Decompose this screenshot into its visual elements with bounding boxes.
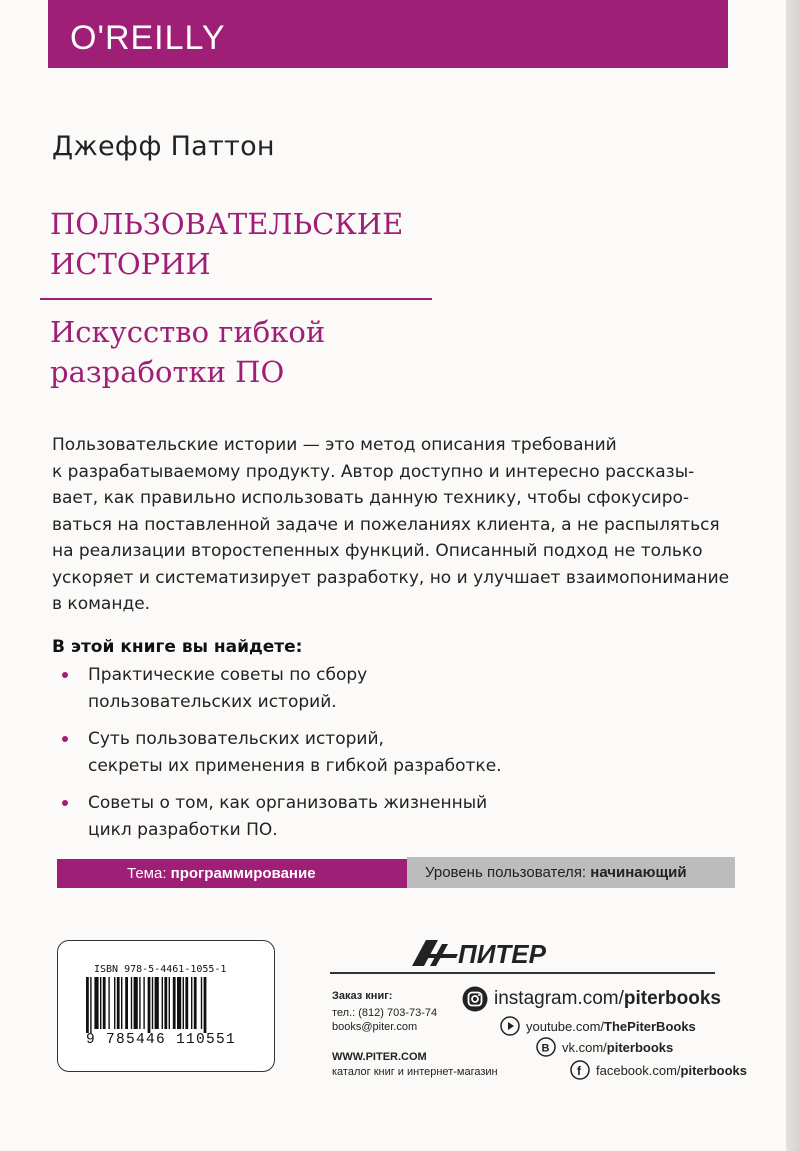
piter-divider — [330, 972, 715, 974]
youtube-handle: ThePiterBooks — [604, 1018, 696, 1034]
feature-item — [52, 662, 612, 716]
facebook-icon — [570, 1060, 590, 1080]
feature-line: Суть пользовательских историй, — [88, 729, 384, 749]
youtube-prefix: youtube.com/ — [526, 1018, 605, 1034]
website-link: WWW.PITER.COM — [332, 1051, 427, 1063]
description-line: ваться на поставленной задаче и пожеланиях клиента, а не распыляться — [52, 514, 720, 535]
instagram-handle: piterbooks — [623, 988, 721, 1009]
piter-logo-text: ПИТЕР — [458, 939, 546, 969]
book-title — [50, 204, 470, 284]
vk-handle: piterbooks — [606, 1039, 674, 1055]
description-line: к разрабатываемому продукту. Автор доступно и интересно рассказы- — [52, 461, 695, 482]
isbn-number: ISBN 978-5-4461-1055-1 — [94, 964, 227, 975]
order-heading: Заказ книг: — [332, 990, 393, 1002]
description-line: на реализации второстепенных функций. Описанный подход не только — [52, 541, 703, 561]
instagram-prefix: instagram.com/ — [494, 988, 624, 1009]
level-label: Уровень пользователя: — [425, 864, 587, 881]
vk-icon — [536, 1037, 556, 1057]
facebook-prefix: facebook.com/ — [596, 1062, 681, 1078]
bullet-icon — [62, 672, 68, 678]
svg-text:f: f — [577, 1064, 581, 1078]
facebook-handle: piterbooks — [680, 1062, 748, 1078]
description-line: вает, как правильно использовать данную технику, чтобы сфокусиро- — [52, 488, 690, 508]
vk-link — [536, 1037, 673, 1057]
piter-emblem-icon — [412, 940, 458, 966]
level-value: начинающий — [590, 864, 687, 881]
description-line: ускоряет и систематизирует разработку, но и улучшает взаимопонимание — [52, 567, 730, 588]
book-description — [52, 432, 730, 618]
bullet-icon — [62, 800, 68, 806]
vk-prefix: vk.com/ — [562, 1039, 607, 1055]
description-line: в команде. — [52, 594, 151, 614]
features-list — [52, 662, 612, 854]
topic-label: Тема: — [127, 865, 167, 882]
level-bar — [407, 857, 735, 888]
topic-bar — [57, 859, 407, 888]
feature-line: секреты их применения в гибкой разработке. — [88, 756, 502, 776]
facebook-link — [570, 1060, 747, 1080]
instagram-icon — [462, 986, 488, 1012]
feature-item — [52, 790, 612, 844]
book-subtitle-line: Искусство гибкой — [50, 315, 326, 349]
barcode-icon — [86, 977, 250, 1033]
catalog-text: каталог книг и интернет-магазин — [332, 1066, 498, 1078]
bullet-icon — [62, 736, 68, 742]
email-address: books@piter.com — [332, 1021, 418, 1033]
barcode-box — [57, 940, 275, 1072]
book-subtitle-line: разработки ПО — [50, 355, 285, 389]
book-title-line: ПОЛЬЗОВАТЕЛЬСКИЕ — [50, 207, 404, 241]
feature-line: цикл разработки ПО. — [88, 820, 278, 840]
svg-text:B: B — [541, 1042, 550, 1055]
feature-item — [52, 726, 612, 780]
youtube-link — [500, 1016, 696, 1036]
feature-line: Практические советы по сбору — [88, 665, 368, 685]
feature-line: пользовательских историй. — [88, 692, 337, 712]
title-divider — [40, 298, 432, 300]
piter-logo — [408, 936, 598, 970]
book-title-line: ИСТОРИИ — [50, 247, 211, 281]
description-line: Пользовательские истории — это метод описания требований — [52, 435, 617, 455]
feature-line: Советы о том, как организовать жизненный — [88, 793, 488, 813]
book-subtitle — [50, 312, 470, 392]
phone-number: тел.: (812) 703-73-74 — [332, 1007, 438, 1019]
features-heading: В этой книге вы найдете: — [52, 637, 303, 657]
topic-value: программирование — [170, 865, 316, 882]
oreilly-logo: O'REILLY — [70, 19, 226, 57]
author-name: Джефф Паттон — [52, 131, 275, 162]
barcode-digits: 9 785446 110551 — [86, 1032, 237, 1048]
instagram-link — [462, 986, 721, 1012]
youtube-icon — [500, 1016, 520, 1036]
page-edge — [786, 0, 800, 1151]
